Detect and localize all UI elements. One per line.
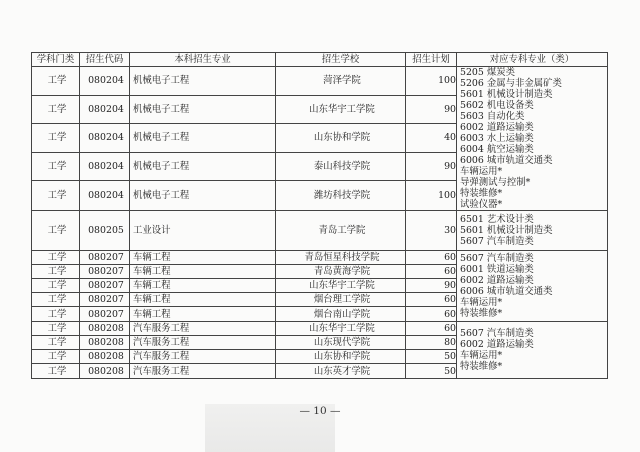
row-plan: 90 bbox=[406, 152, 457, 181]
vocational-major-item: 5607 汽车制造类 bbox=[460, 328, 534, 339]
header-school: 招生学校 bbox=[276, 53, 406, 67]
row-school: 菏泽学院 bbox=[276, 67, 406, 96]
row-category: 工学 bbox=[32, 322, 80, 336]
row-major: 车辆工程 bbox=[130, 265, 276, 279]
vocational-major-item: 6002 道路运输类 bbox=[460, 275, 534, 286]
row-plan: 50 bbox=[406, 350, 457, 364]
row-category: 工学 bbox=[32, 265, 80, 279]
row-plan: 60 bbox=[406, 293, 457, 307]
row-major: 机械电子工程 bbox=[130, 181, 276, 211]
table-row bbox=[32, 67, 608, 96]
vocational-major-item: 车辆运用* bbox=[460, 350, 503, 361]
row-school: 山东现代学院 bbox=[276, 336, 406, 350]
row-code: 080207 bbox=[80, 251, 130, 265]
row-school: 山东英才学院 bbox=[276, 364, 406, 379]
row-major: 机械电子工程 bbox=[130, 95, 276, 124]
vocational-major-item: 6001 铁道运输类 bbox=[460, 264, 534, 275]
row-category: 工学 bbox=[32, 307, 80, 322]
row-school: 潍坊科技学院 bbox=[276, 181, 406, 211]
table-row bbox=[32, 322, 608, 336]
vocational-major-item: 车辆运用* bbox=[460, 166, 503, 177]
row-school: 烟台理工学院 bbox=[276, 293, 406, 307]
row-major: 汽车服务工程 bbox=[130, 322, 276, 336]
vocational-major-item: 6006 城市轨道交通类 bbox=[460, 155, 553, 166]
row-plan: 60 bbox=[406, 307, 457, 322]
row-plan: 60 bbox=[406, 251, 457, 265]
vocational-major-item: 6501 艺术设计类 bbox=[460, 214, 534, 225]
row-major: 机械电子工程 bbox=[130, 124, 276, 153]
row-code: 080208 bbox=[80, 350, 130, 364]
row-plan: 90 bbox=[406, 279, 457, 293]
vocational-major-item: 6002 道路运输类 bbox=[460, 339, 534, 350]
row-category: 工学 bbox=[32, 211, 80, 251]
vocational-majors-cell bbox=[457, 211, 608, 251]
row-school: 烟台南山学院 bbox=[276, 307, 406, 322]
row-major: 车辆工程 bbox=[130, 293, 276, 307]
vocational-major-item: 试验仪器* bbox=[460, 199, 503, 210]
row-code: 080204 bbox=[80, 181, 130, 211]
vocational-major-item: 5602 机电设备类 bbox=[460, 100, 534, 111]
row-code: 080207 bbox=[80, 279, 130, 293]
admissions-table bbox=[31, 52, 608, 379]
row-category: 工学 bbox=[32, 364, 80, 379]
row-major: 机械电子工程 bbox=[130, 152, 276, 181]
vocational-major-item: 6006 城市轨道交通类 bbox=[460, 286, 553, 297]
row-plan: 100 bbox=[406, 67, 457, 96]
page-number: — 10 — bbox=[299, 405, 341, 417]
vocational-major-item: 车辆运用* bbox=[460, 297, 503, 308]
row-category: 工学 bbox=[32, 67, 80, 96]
header-category: 学科门类 bbox=[32, 53, 80, 67]
row-code: 080208 bbox=[80, 336, 130, 350]
row-plan: 90 bbox=[406, 95, 457, 124]
header-code: 招生代码 bbox=[80, 53, 130, 67]
row-category: 工学 bbox=[32, 152, 80, 181]
row-school: 山东协和学院 bbox=[276, 350, 406, 364]
row-code: 080208 bbox=[80, 322, 130, 336]
row-major: 汽车服务工程 bbox=[130, 364, 276, 379]
row-category: 工学 bbox=[32, 279, 80, 293]
vocational-major-item: 6003 水上运输类 bbox=[460, 133, 534, 144]
vocational-major-item: 5603 自动化类 bbox=[460, 111, 525, 122]
row-plan: 40 bbox=[406, 124, 457, 153]
vocational-major-item: 5607 汽车制造类 bbox=[460, 236, 534, 247]
row-school: 青岛工学院 bbox=[276, 211, 406, 251]
row-major: 工业设计 bbox=[130, 211, 276, 251]
header-plan: 招生计划 bbox=[406, 53, 457, 67]
row-code: 080204 bbox=[80, 67, 130, 96]
row-plan: 60 bbox=[406, 322, 457, 336]
header-vocational: 对应专科专业（类） bbox=[457, 53, 608, 67]
row-plan: 50 bbox=[406, 364, 457, 379]
vocational-major-item: 5206 金属与非金属矿类 bbox=[460, 78, 562, 89]
row-category: 工学 bbox=[32, 350, 80, 364]
table-row bbox=[32, 251, 608, 265]
row-code: 080207 bbox=[80, 307, 130, 322]
row-category: 工学 bbox=[32, 181, 80, 211]
row-code: 080207 bbox=[80, 265, 130, 279]
row-major: 机械电子工程 bbox=[130, 67, 276, 96]
row-major: 汽车服务工程 bbox=[130, 350, 276, 364]
row-code: 080207 bbox=[80, 293, 130, 307]
vocational-majors-cell bbox=[457, 322, 608, 379]
vocational-major-item: 6002 道路运输类 bbox=[460, 122, 534, 133]
vocational-major-item: 5601 机械设计制造类 bbox=[460, 89, 553, 100]
table-row bbox=[32, 211, 608, 251]
row-major: 车辆工程 bbox=[130, 251, 276, 265]
row-school: 山东华宇工学院 bbox=[276, 95, 406, 124]
row-code: 080205 bbox=[80, 211, 130, 251]
row-category: 工学 bbox=[32, 293, 80, 307]
row-major: 汽车服务工程 bbox=[130, 336, 276, 350]
row-code: 080204 bbox=[80, 152, 130, 181]
vocational-major-item: 特装维修* bbox=[460, 188, 503, 199]
row-school: 山东协和学院 bbox=[276, 124, 406, 153]
row-plan: 80 bbox=[406, 336, 457, 350]
vocational-major-item: 5205 煤炭类 bbox=[460, 67, 515, 78]
vocational-major-item: 特装维修* bbox=[460, 361, 503, 372]
row-code: 080208 bbox=[80, 364, 130, 379]
vocational-majors-cell bbox=[457, 67, 608, 211]
row-plan: 30 bbox=[406, 211, 457, 251]
row-school: 山东华宇工学院 bbox=[276, 279, 406, 293]
header-row bbox=[32, 53, 608, 67]
row-school: 泰山科技学院 bbox=[276, 152, 406, 181]
row-category: 工学 bbox=[32, 95, 80, 124]
row-major: 车辆工程 bbox=[130, 279, 276, 293]
row-school: 青岛黄海学院 bbox=[276, 265, 406, 279]
vocational-major-item: 5607 汽车制造类 bbox=[460, 253, 534, 264]
header-major: 本科招生专业 bbox=[130, 53, 276, 67]
vocational-major-item: 导弹测试与控制* bbox=[460, 177, 531, 188]
row-code: 080204 bbox=[80, 124, 130, 153]
row-plan: 60 bbox=[406, 265, 457, 279]
row-code: 080204 bbox=[80, 95, 130, 124]
row-category: 工学 bbox=[32, 336, 80, 350]
row-school: 青岛恒星科技学院 bbox=[276, 251, 406, 265]
row-category: 工学 bbox=[32, 251, 80, 265]
vocational-major-item: 5601 机械设计制造类 bbox=[460, 225, 553, 236]
row-plan: 100 bbox=[406, 181, 457, 211]
vocational-major-item: 6004 航空运输类 bbox=[460, 144, 534, 155]
vocational-major-item: 特装维修* bbox=[460, 308, 503, 319]
row-school: 山东华宇工学院 bbox=[276, 322, 406, 336]
row-category: 工学 bbox=[32, 124, 80, 153]
vocational-majors-cell bbox=[457, 251, 608, 322]
row-major: 车辆工程 bbox=[130, 307, 276, 322]
